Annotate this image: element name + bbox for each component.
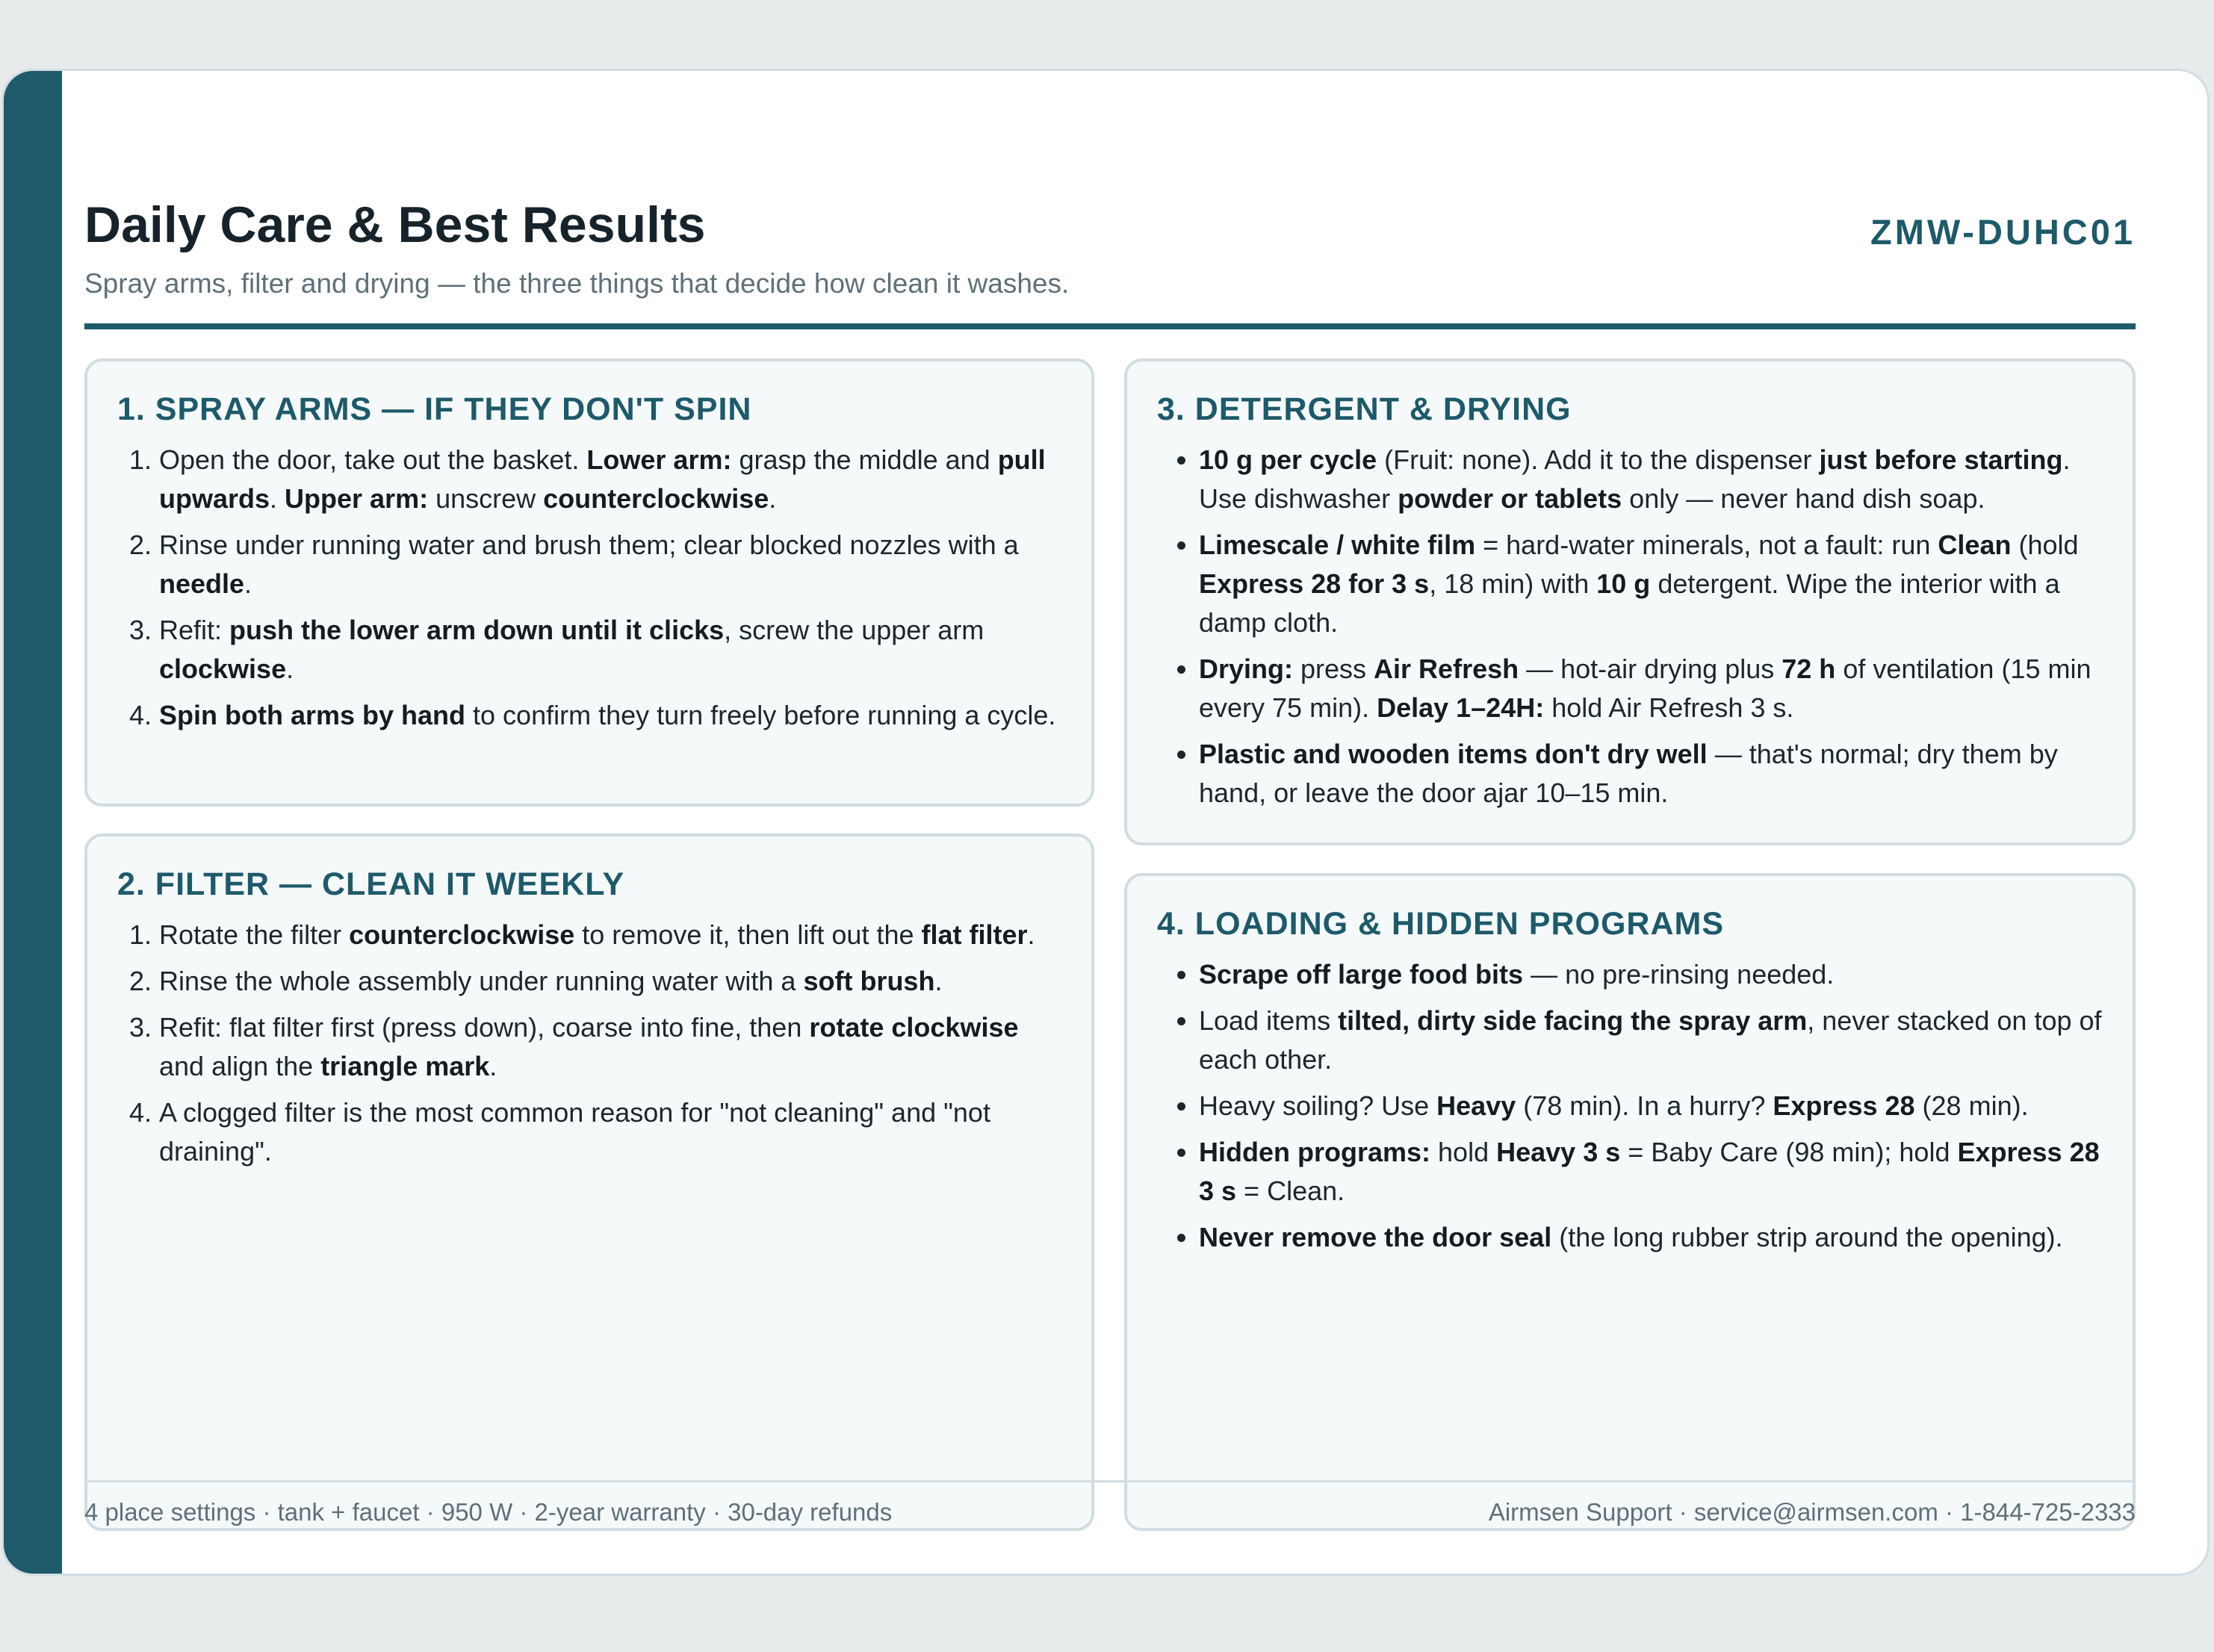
spray-arms-steps <box>117 441 1061 735</box>
emphasis-text: Limescale / white film <box>1199 530 1476 560</box>
emphasis-text: powder or tablets <box>1398 483 1622 514</box>
item-text: Rotate the filter <box>159 919 350 950</box>
item-text: hold Air Refresh 3 s. <box>1544 692 1794 723</box>
item-text: grasp the middle and <box>731 444 998 475</box>
loading-tips <box>1157 955 2103 1257</box>
emphasis-text: flat filter <box>921 919 1028 950</box>
item-text: (28 min). <box>1914 1090 2029 1121</box>
section-filter <box>84 833 1094 1531</box>
item-text: = Baby Care (98 min); hold <box>1620 1137 1958 1167</box>
emphasis-text: Heavy 3 s <box>1496 1137 1621 1167</box>
list-item <box>159 916 1061 954</box>
list-item <box>1199 1087 2103 1125</box>
section-heading: 3. DETERGENT & DRYING <box>1157 391 1572 427</box>
emphasis-text: Hidden programs: <box>1199 1137 1431 1167</box>
section-heading: 4. LOADING & HIDDEN PROGRAMS <box>1157 906 1725 942</box>
item-text: A clogged filter is the most common reason for "not cleaning" and "not draining". <box>159 1097 990 1167</box>
item-text: . <box>286 653 294 684</box>
item-text: (78 min). In a hurry? <box>1516 1090 1773 1121</box>
list-item <box>159 962 1061 1001</box>
emphasis-text: just before starting <box>1819 444 2063 475</box>
list-item <box>1199 955 2103 994</box>
item-text: Heavy soiling? Use <box>1199 1090 1437 1121</box>
item-text: press <box>1293 653 1374 684</box>
emphasis-text: Plastic and wooden items don't dry well <box>1199 739 1708 769</box>
list-item <box>1199 1218 2103 1257</box>
product-specs: 4 place settings · tank + faucet · 950 W · 2-year warranty · 30-day refunds <box>84 1498 893 1526</box>
item-text: only — never hand dish soap. <box>1622 483 1985 514</box>
emphasis-text: Heavy <box>1436 1090 1516 1121</box>
list-item <box>1199 1002 2103 1079</box>
emphasis-text: push the lower arm down until it clicks <box>229 615 725 645</box>
model-number: ZMW-DUHC01 <box>1870 212 2136 252</box>
section-loading-programs <box>1124 873 2136 1531</box>
list-item <box>1199 735 2103 813</box>
emphasis-text: pull upwards <box>159 444 1046 514</box>
item-text: Open the door, take out the basket. <box>159 444 587 475</box>
list-item <box>1199 526 2103 642</box>
emphasis-text: Scrape off large food bits <box>1199 959 1524 990</box>
section-spray-arms <box>84 358 1094 807</box>
item-text: and align the <box>159 1051 321 1081</box>
item-text: — that's normal; dry them by hand, or leave the door ajar 10–15 min. <box>1199 739 2058 808</box>
emphasis-text: Air Refresh <box>1374 653 1519 684</box>
page-footer <box>84 1480 2136 1540</box>
list-item <box>159 696 1061 735</box>
emphasis-text: needle <box>159 568 245 599</box>
item-text: , 18 min) with <box>1429 568 1597 599</box>
emphasis-text: Express 28 3 s <box>1199 1137 2100 1206</box>
page-subtitle: Spray arms, filter and drying — the three things that decide how clean it washes. <box>84 268 1070 299</box>
emphasis-text: Express 28 for 3 s <box>1199 568 1430 599</box>
item-text: . <box>244 568 252 599</box>
emphasis-text: Delay 1–24H: <box>1377 692 1545 723</box>
item-text: Refit: <box>159 615 230 645</box>
emphasis-text: 10 g <box>1596 568 1651 599</box>
item-text: = Clean. <box>1236 1176 1345 1206</box>
emphasis-text: Drying: <box>1199 653 1293 684</box>
item-text: . <box>769 483 777 514</box>
list-item <box>159 611 1061 689</box>
list-item <box>1199 441 2103 518</box>
item-text: . <box>270 483 285 514</box>
emphasis-text: Never remove the door seal <box>1199 1222 1552 1252</box>
item-text: , never stacked on top of each other. <box>1199 1005 2102 1075</box>
list-item <box>159 526 1061 603</box>
emphasis-text: clockwise <box>159 653 287 684</box>
accent-bar <box>4 71 62 1574</box>
item-text: (the long rubber strip around the opening). <box>1551 1222 2063 1252</box>
emphasis-text: soft brush <box>803 966 935 996</box>
emphasis-text: Clean <box>1938 530 2012 560</box>
list-item <box>159 1008 1061 1086</box>
emphasis-text: counterclockwise <box>543 483 769 514</box>
item-text: to confirm they turn freely before running a cycle. <box>465 700 1056 730</box>
item-text: — no pre-rinsing needed. <box>1523 959 1835 990</box>
section-detergent-drying <box>1124 358 2136 845</box>
page-title: Daily Care & Best Results <box>84 196 706 253</box>
item-text: . Use dishwasher <box>1199 444 2071 514</box>
item-text: . <box>489 1051 497 1081</box>
emphasis-text: triangle mark <box>320 1051 490 1081</box>
detergent-tips <box>1157 441 2103 813</box>
item-text: . <box>1027 919 1035 950</box>
filter-steps <box>117 916 1061 1171</box>
emphasis-text: Express 28 <box>1773 1090 1915 1121</box>
emphasis-text: Lower arm: <box>586 444 732 475</box>
item-text: . <box>934 966 943 996</box>
item-text: (hold <box>2011 530 2079 560</box>
item-text: Refit: flat filter first (press down), coarse into fine, then <box>159 1012 810 1043</box>
emphasis-text: Spin both arms by hand <box>159 700 466 730</box>
item-text: Rinse under running water and brush them; clear blocked nozzles with a <box>159 530 1019 560</box>
emphasis-text: counterclockwise <box>349 919 575 950</box>
list-item <box>1199 650 2103 727</box>
item-text: (Fruit: none). Add it to the dispenser <box>1377 444 1820 475</box>
item-text: detergent. Wipe the interior with a damp cloth. <box>1199 568 2060 638</box>
emphasis-text: tilted, dirty side facing the spray arm <box>1338 1005 1808 1036</box>
care-card <box>1 69 2210 1576</box>
item-text: Rinse the whole assembly under running water with a <box>159 966 804 996</box>
emphasis-text: 10 g per cycle <box>1199 444 1377 475</box>
support-contact: Airmsen Support · service@airmsen.com · 1-844-725-2333 <box>1488 1498 2136 1526</box>
item-text: Load items <box>1199 1005 1339 1036</box>
list-item <box>159 1093 1061 1171</box>
item-text: unscrew <box>428 483 544 514</box>
item-text: = hard-water minerals, not a fault: run <box>1475 530 1938 560</box>
section-heading: 2. FILTER — CLEAN IT WEEKLY <box>117 866 625 902</box>
item-text: hold <box>1430 1137 1497 1167</box>
list-item <box>1199 1133 2103 1211</box>
emphasis-text: Upper arm: <box>285 483 429 514</box>
item-text: , screw the upper arm <box>724 615 984 645</box>
item-text: of ventilation (15 min every 75 min). <box>1199 653 2091 723</box>
list-item <box>159 441 1061 518</box>
emphasis-text: rotate clockwise <box>809 1012 1019 1043</box>
section-heading: 1. SPRAY ARMS — IF THEY DON'T SPIN <box>117 391 752 427</box>
item-text: — hot-air drying plus <box>1519 653 1782 684</box>
page-header <box>84 134 2136 329</box>
item-text: to remove it, then lift out the <box>574 919 922 950</box>
emphasis-text: 72 h <box>1782 653 1836 684</box>
